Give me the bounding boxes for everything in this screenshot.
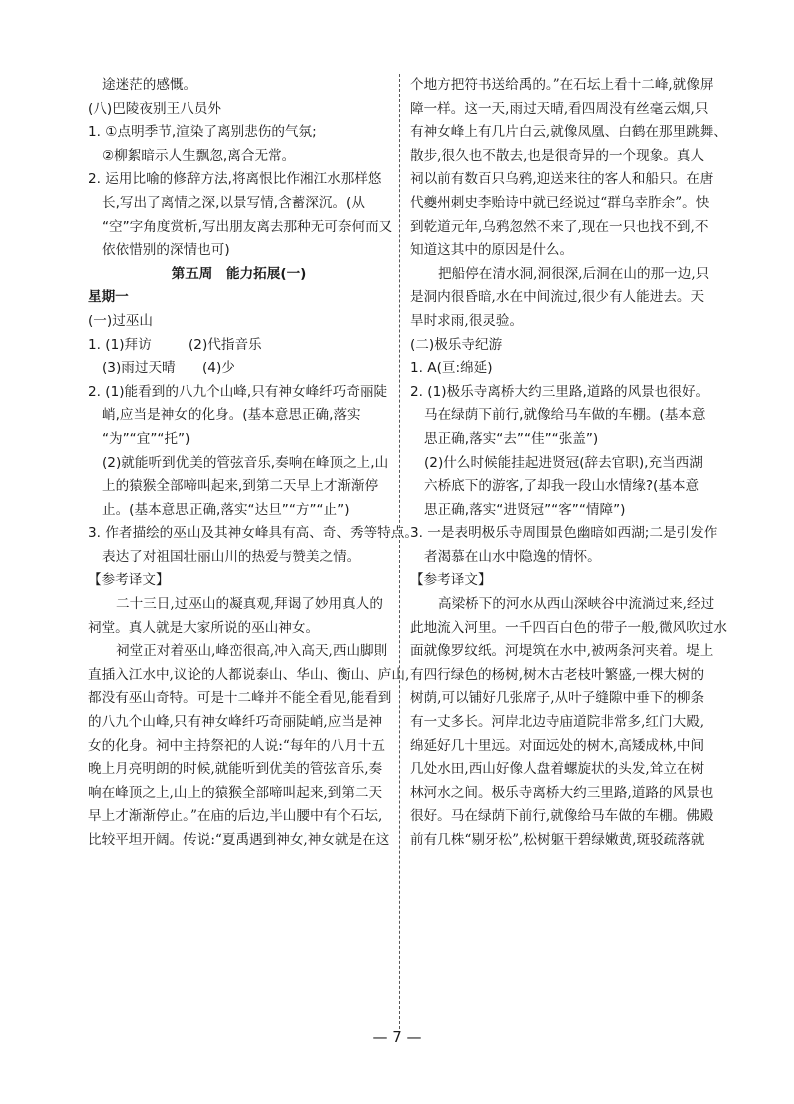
text-line: 长,写出了离情之深,以景写情,含蓄深沉。(从	[102, 194, 365, 211]
text-line: 止。(基本意思正确,落实“达旦”“方”“止”)	[102, 501, 350, 518]
text-line: 此地流入河里。一千四百白色的带子一般,微风吹过水	[410, 619, 727, 636]
text-line: 祠以前有数百只乌鸦,迎送来往的客人和船只。在唐	[410, 171, 714, 188]
text-line: 散步,很久也不散去,也是很奇异的一个现象。真人	[410, 147, 705, 164]
reference-translation-label: 【参考译文】	[88, 572, 170, 589]
text-line: 1. ①点明季节,渲染了离别悲伤的气氛;	[88, 124, 317, 141]
text-line: 1. A(亘:绵延)	[410, 360, 493, 377]
text-line: 思正确,落实“去”“佳”“张盖”)	[424, 430, 599, 447]
text-line: 树荫,可以铺好几张席子,从叶子缝隙中垂下的柳条	[410, 690, 705, 707]
text-line: 几处水田,西山好像人盘着螺旋状的头发,耸立在树	[410, 761, 705, 778]
column-divider	[399, 74, 400, 1029]
answer-line	[88, 334, 390, 358]
text-line: 到乾道元年,乌鸦忽然不来了,现在一只也找不到,不	[410, 218, 709, 235]
text-line: 二十三日,过巫山的凝真观,拜谒了妙用真人的	[116, 596, 383, 613]
answer-item: (3)雨过天晴	[102, 360, 176, 377]
text-line: (八)巴陵夜别王八员外	[88, 100, 221, 117]
answer-item: 1. (1)拜访	[88, 336, 152, 353]
text-line: 表达了对祖国壮丽山川的热爱与赞美之情。	[102, 548, 361, 565]
text-line: 直插入江水中,议论的人都说泰山、华山、衡山、庐山,	[88, 666, 410, 683]
section-heading: 第五周 能力拓展(一)	[171, 265, 307, 282]
text-line: 马在绿荫下前行,就像给马车做的车棚。(基本意	[424, 407, 706, 424]
text-line: 上的猿猴全部啼叫起来,到第二天早上才渐渐停	[102, 478, 379, 495]
text-line: 有一丈多长。河岸北边寺庙道院非常多,红门大殿,	[410, 714, 705, 731]
text-line: 3. 一是表明极乐寺周围景色幽暗如西湖;二是引发作	[410, 525, 718, 542]
text-line: 很好。马在绿荫下前行,就像给马车做的车棚。佛殿	[410, 808, 714, 825]
text-line: 依依惜别的深情也可)	[102, 242, 230, 259]
left-column	[88, 74, 418, 853]
text-line: 的八九个山峰,只有神女峰纤巧奇丽陡峭,应当是神	[88, 714, 383, 731]
text-line: 早上才渐渐停止。”在庙的后边,半山腰中有个石坛,	[88, 808, 383, 825]
text-line: 林河水之间。极乐寺离桥大约三里路,道路的风景也	[410, 784, 714, 801]
text-line: 六桥底下的游客,了却我一段山水情缘?(基本意	[424, 478, 700, 495]
text-line: (2)就能听到优美的管弦音乐,奏响在峰顶之上,山	[102, 454, 389, 471]
subsection-title: (二)极乐寺纪游	[410, 336, 503, 353]
text-line: 2. (1)能看到的八九个山峰,只有神女峰纤巧奇丽陡	[88, 383, 388, 400]
day-heading: 星期一	[88, 289, 129, 306]
text-line: (2)什么时候能挂起进贤冠(辞去官职),充当西湖	[424, 454, 703, 471]
text-line: 面就像罗纹纸。河堤筑在水中,被两条河夹着。堤上	[410, 643, 714, 660]
text-line: 峭,应当是神女的化身。(基本意思正确,落实	[102, 407, 361, 424]
text-line: 都没有巫山奇特。可是十二峰并不能全看见,能看到	[88, 690, 392, 707]
answer-item: (2)代指音乐	[188, 336, 262, 353]
text-line: 比较平坦开阔。传说:“夏禹遇到神女,神女就是在这	[88, 832, 390, 848]
text-line: 思正确,落实“进贤冠”“客”“情障”)	[424, 501, 626, 518]
text-line: ②柳絮暗示人生飘忽,离合无常。	[102, 147, 296, 164]
text-line: 响在峰顶之上,山上的猿猴全部啼叫起来,到第二天	[88, 784, 383, 801]
text-line: 知道这其中的原因是什么。	[410, 242, 574, 259]
text-line: 女的化身。祠中主持祭祀的人说:“每年的八月十五	[88, 737, 385, 754]
text-line: 者渴慕在山水中隐逸的情怀。	[424, 548, 601, 565]
text-line: “为”“宜”“托”)	[102, 430, 191, 447]
text-line: 祠堂。真人就是大家所说的巫山神女。	[88, 619, 320, 636]
text-line: 是洞内很昏暗,水在中间流过,很少有人能进去。天	[410, 289, 705, 306]
page-number: — 7 —	[372, 1028, 422, 1046]
text-line: 代夔州刺史李贻诗中就已经说过“群乌幸胙余”。快	[410, 194, 710, 211]
text-line: 有神女峰上有几片白云,就像凤凰、白鹤在那里跳舞、	[410, 124, 727, 141]
reference-translation-label: 【参考译文】	[410, 572, 492, 589]
text-line: 2. (1)极乐寺离桥大约三里路,道路的风景也很好。	[410, 383, 710, 400]
text-line: 2. 运用比喻的修辞方法,将离恨比作湘江水那样悠	[88, 171, 382, 188]
answer-line	[88, 357, 390, 381]
subsection-title: (一)过巫山	[88, 312, 153, 329]
text-line: “空”字角度赏析,写出朋友离去那种无可奈何而又	[102, 218, 393, 235]
text-line: 障一样。这一天,雨过天晴,看四周没有丝毫云烟,只	[410, 100, 709, 117]
text-line: 把船停在清水洞,洞很深,后洞在山的那一边,只	[438, 265, 710, 282]
text-line: 晚上月亮明朗的时候,就能听到优美的管弦音乐,奏	[88, 761, 383, 778]
text-line: 途迷茫的感慨。	[102, 77, 198, 93]
text-line: 祠堂正对着巫山,峰峦很高,冲入高天,西山脚則	[116, 643, 388, 660]
answer-item: (4)少	[202, 360, 235, 377]
text-line: 个地方把符书送给禹的。”在石坛上看十二峰,就像屏	[410, 77, 714, 93]
right-column	[410, 74, 727, 853]
text-line: 有四行绿色的杨树,树木古老枝叶繁盛,一棵大树的	[410, 666, 705, 683]
text-line: 旱时求雨,很灵验。	[410, 312, 524, 329]
text-line: 3. 作者描绘的巫山及其神女峰具有高、奇、秀等特点。	[88, 525, 418, 542]
text-line: 绵延好几十里远。对面远处的树木,高矮成林,中间	[410, 737, 705, 754]
text-line: 高梁桥下的河水从西山深峡谷中流淌过来,经过	[438, 596, 715, 613]
text-line: 前有几株“剔牙松”,松树躯干碧绿嫩黄,斑驳疏落就	[410, 832, 705, 848]
